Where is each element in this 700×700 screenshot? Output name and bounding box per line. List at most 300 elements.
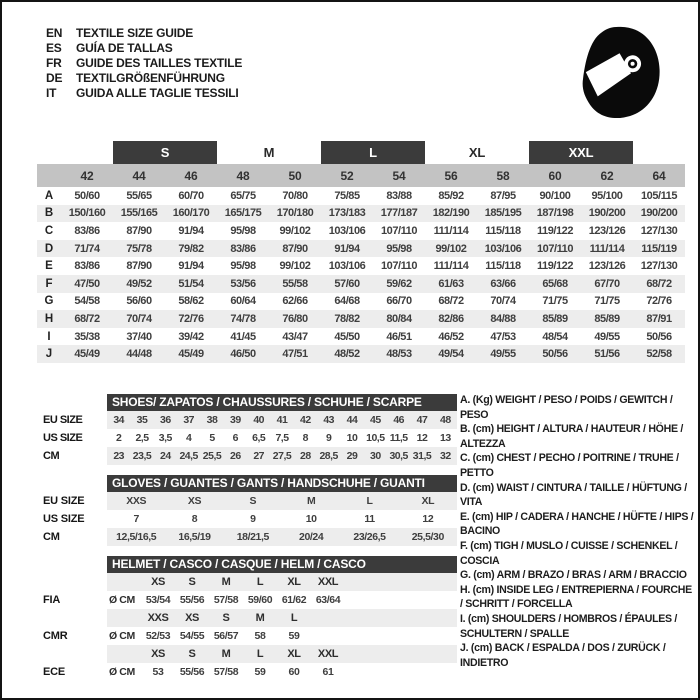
size-number-cell: 48 xyxy=(217,164,269,187)
row-label xyxy=(37,573,107,591)
row-label: CM xyxy=(43,531,60,543)
row-label xyxy=(37,609,107,627)
shoes-value-cell: 23,5 xyxy=(130,447,153,465)
shoes-value-cell: 47 xyxy=(410,411,433,429)
measure-value-cell: 61/63 xyxy=(425,275,477,293)
measure-value-cell: 123/126 xyxy=(588,260,626,273)
shoes-value-cell: 24 xyxy=(154,447,177,465)
measure-value-cell: 173/183 xyxy=(321,205,373,223)
measure-value-cell: 37/40 xyxy=(126,330,152,343)
gloves-value-cell: 20/24 xyxy=(282,528,340,546)
measure-value-cell: 87/95 xyxy=(490,189,516,202)
measure-letter-cell: J xyxy=(37,345,61,363)
shoes-value-cell: 46 xyxy=(387,411,410,429)
shoes-value-cell: 2 xyxy=(115,432,122,444)
gloves-value-cell: 8 xyxy=(191,513,198,525)
shoes-value-cell: 45 xyxy=(364,411,387,429)
language-item xyxy=(46,56,242,71)
filler-cell xyxy=(345,591,457,609)
standard-label: CMR xyxy=(43,630,68,642)
measure-value-cell: 83/86 xyxy=(74,224,100,237)
language-item xyxy=(46,71,242,86)
shoes-value-cell: 6 xyxy=(232,432,238,444)
measure-value-cell: 51/54 xyxy=(165,275,217,293)
size-number-cell: 60 xyxy=(529,164,581,187)
helmet-size-cell: XS xyxy=(141,573,175,591)
filler-cell xyxy=(345,663,457,681)
gloves-section xyxy=(37,475,457,546)
measure-value-cell: 111/114 xyxy=(433,260,469,273)
measure-value-cell: 47/50 xyxy=(61,275,113,293)
row-label: US SIZE xyxy=(43,513,85,525)
size-number-cell: 44 xyxy=(113,164,165,187)
measure-letter-cell: E xyxy=(45,260,53,273)
measure-value-cell: 62/66 xyxy=(282,295,308,308)
measure-value-cell: 99/102 xyxy=(425,240,477,258)
measure-value-cell: 44/48 xyxy=(113,345,165,363)
measure-value-cell: 55/58 xyxy=(269,275,321,293)
measure-value-cell: 177/187 xyxy=(373,205,425,223)
measure-value-cell: 74/78 xyxy=(217,310,269,328)
measure-value-cell: 52/58 xyxy=(633,345,685,363)
textile-size-table xyxy=(37,141,685,363)
measure-value-cell: 43/47 xyxy=(282,330,308,343)
shoes-value-cell: 10 xyxy=(346,432,358,444)
measure-value-cell: 50/60 xyxy=(74,189,100,202)
measure-letter-cell: I xyxy=(47,330,51,343)
measure-value-cell: 48/53 xyxy=(373,345,425,363)
measure-letter-cell: G xyxy=(44,295,54,308)
shoes-value-cell: 41 xyxy=(270,411,293,429)
measure-value-cell: 187/198 xyxy=(529,205,581,223)
helmet-size-cell: S xyxy=(175,645,209,663)
measure-value-cell: 111/114 xyxy=(581,240,633,258)
measure-value-cell: 66/70 xyxy=(386,295,412,308)
filler-cell xyxy=(345,573,457,591)
measure-value-cell: 50/56 xyxy=(529,345,581,363)
helmet-value-cell: 53 xyxy=(152,666,164,678)
helmet-size-cell: XXS xyxy=(141,609,175,627)
helmet-size-cell: XS xyxy=(141,645,175,663)
helmet-size-cell: L xyxy=(243,645,277,663)
measure-value-cell: 115/118 xyxy=(485,224,521,237)
legend-item: E. (cm) HIP / CADERA / HANCHE / HÜFTE / HIPS / BACINO xyxy=(460,510,694,538)
row-label: EU SIZE xyxy=(43,414,83,426)
shoes-value-cell: 24,5 xyxy=(177,447,200,465)
unit-label: Ø CM xyxy=(109,630,135,642)
size-letter-cell: XL xyxy=(468,145,486,160)
shoes-value-cell: 43 xyxy=(317,411,340,429)
corner-cell xyxy=(37,141,61,164)
measure-value-cell: 85/89 xyxy=(581,310,633,328)
measure-value-cell: 115/118 xyxy=(485,260,521,273)
measure-value-cell: 87/90 xyxy=(126,224,152,237)
measure-value-cell: 47/51 xyxy=(269,345,321,363)
shoes-row xyxy=(37,447,457,465)
shoes-value-cell: 26 xyxy=(224,447,247,465)
shoes-value-cell: 8 xyxy=(302,432,308,444)
shoes-value-cell: 12 xyxy=(416,432,428,444)
shoes-value-cell: 39 xyxy=(224,411,247,429)
measure-value-cell: 57/60 xyxy=(321,275,373,293)
standard-label: ECE xyxy=(43,666,66,678)
measure-value-cell: 105/115 xyxy=(640,189,677,202)
measure-value-cell: 68/72 xyxy=(438,295,464,308)
measure-value-cell: 95/100 xyxy=(591,189,623,202)
measure-value-cell: 119/122 xyxy=(536,260,573,273)
measure-value-cell: 107/110 xyxy=(380,260,417,273)
gloves-value-cell: 7 xyxy=(133,513,139,525)
measure-value-cell: 46/52 xyxy=(438,330,464,343)
measure-value-cell: 68/72 xyxy=(61,310,113,328)
measure-value-cell: 70/74 xyxy=(490,295,516,308)
shoes-value-cell: 28,5 xyxy=(317,447,340,465)
measure-value-cell: 46/51 xyxy=(386,330,412,343)
shoes-value-cell: 30 xyxy=(364,447,387,465)
helmet-size-row xyxy=(37,645,457,663)
language-code: IT xyxy=(46,86,57,100)
shoes-value-cell: 32 xyxy=(434,447,457,465)
helmet-size-cell: XXL xyxy=(311,573,345,591)
gloves-row xyxy=(37,510,457,528)
size-letter-cell: S xyxy=(113,141,217,164)
measure-value-cell: 83/88 xyxy=(386,189,412,202)
shoes-value-cell: 31,5 xyxy=(410,447,433,465)
shoes-value-cell: 7,5 xyxy=(275,432,289,444)
measure-value-cell: 87/90 xyxy=(269,240,321,258)
measure-value-cell: 80/84 xyxy=(373,310,425,328)
helmet-value-cell: 56/57 xyxy=(213,630,239,642)
measure-value-cell: 71/75 xyxy=(594,295,620,308)
shoes-value-cell: 2,5 xyxy=(135,432,149,444)
measure-value-cell: 95/98 xyxy=(230,260,256,273)
measure-value-cell: 95/98 xyxy=(373,240,425,258)
helmet-value-row xyxy=(37,627,457,645)
size-number-cell: 56 xyxy=(425,164,477,187)
legend-item: G. (cm) ARM / BRAZO / BRAS / ARM / BRACCIO xyxy=(460,569,687,582)
measure-value-cell: 39/42 xyxy=(178,330,204,343)
filler-cell xyxy=(345,645,457,663)
measure-value-cell: 165/175 xyxy=(217,205,269,223)
shoes-value-cell: 42 xyxy=(294,411,317,429)
measure-value-cell: 35/38 xyxy=(74,330,100,343)
language-code: ES xyxy=(46,41,62,55)
measure-value-cell: 68/72 xyxy=(633,275,685,293)
shoes-section-title: SHOES/ ZAPATOS / CHAUSSURES / SCHUHE / SCARPE xyxy=(107,394,457,411)
language-code: DE xyxy=(46,71,63,85)
row-label: CM xyxy=(43,450,60,462)
shoes-value-cell: 4 xyxy=(185,432,192,444)
measure-value-cell: 99/102 xyxy=(279,260,311,273)
measure-value-cell: 49/55 xyxy=(594,330,620,343)
shoes-rows xyxy=(37,411,457,465)
size-number-cell: 52 xyxy=(321,164,373,187)
measure-value-cell: 56/60 xyxy=(126,295,152,308)
helmet-value-cell: 58 xyxy=(254,630,266,642)
measure-value-cell: 182/190 xyxy=(425,205,477,223)
size-number-cell: 64 xyxy=(633,164,685,187)
measure-letter-cell: A xyxy=(44,189,54,202)
measure-value-cell: 127/130 xyxy=(640,260,678,273)
helmet-value-cell: 59/60 xyxy=(247,594,273,606)
measure-value-cell: 75/78 xyxy=(113,240,165,258)
measure-value-cell: 123/126 xyxy=(588,224,626,237)
measure-value-cell: 85/92 xyxy=(438,189,464,202)
measure-letter-cell: C xyxy=(44,224,54,237)
measure-value-cell: 170/180 xyxy=(269,205,321,223)
language-code: EN xyxy=(46,26,63,40)
size-letter-cell xyxy=(61,141,113,164)
measure-letter-cell: D xyxy=(37,240,61,258)
helmet-value-cell: 54/55 xyxy=(179,630,205,642)
measure-value-cell: 63/66 xyxy=(477,275,529,293)
helmet-size-cell: XL xyxy=(277,573,311,591)
helmet-value-cell: 57/58 xyxy=(213,594,239,606)
shoes-value-cell: 44 xyxy=(340,411,363,429)
measurement-legend xyxy=(460,393,696,670)
language-item xyxy=(46,26,242,41)
size-number-cell: 46 xyxy=(165,164,217,187)
helmet-size-row xyxy=(37,573,457,591)
helmet-unit-spacer xyxy=(107,573,141,591)
shoes-value-cell: 9 xyxy=(325,432,332,444)
measure-value-cell: 107/110 xyxy=(380,224,417,237)
measure-value-cell: 59/62 xyxy=(373,275,425,293)
measure-value-cell: 53/56 xyxy=(217,275,269,293)
helmet-value-cell: 55/56 xyxy=(179,666,205,678)
gloves-value-cell: 23/26,5 xyxy=(340,528,398,546)
helmet-size-cell: M xyxy=(243,609,277,627)
shoes-value-cell: 23 xyxy=(107,447,130,465)
racing-helmet-icon xyxy=(575,22,663,122)
gloves-value-cell: 25,5/30 xyxy=(399,528,457,546)
shoes-value-cell: 27 xyxy=(247,447,270,465)
helmet-rows xyxy=(37,573,457,681)
helmet-size-cell: S xyxy=(175,573,209,591)
measure-value-cell: 67/70 xyxy=(581,275,633,293)
gloves-value-cell: S xyxy=(224,492,282,510)
language-item xyxy=(46,86,242,101)
language-item xyxy=(46,41,242,56)
measure-value-cell: 60/70 xyxy=(178,189,204,202)
shoes-section xyxy=(37,394,457,465)
gloves-rows xyxy=(37,492,457,546)
measure-value-cell: 72/76 xyxy=(646,295,672,308)
measure-value-cell: 70/80 xyxy=(282,189,308,202)
shoes-value-cell: 30,5 xyxy=(387,447,410,465)
gloves-value-cell: 12,5/16,5 xyxy=(107,528,165,546)
size-number-corner xyxy=(37,164,61,187)
helmet-value-cell: 57/58 xyxy=(213,666,239,678)
helmet-value-cell: 52/53 xyxy=(145,630,171,642)
helmet-size-cell: S xyxy=(209,609,243,627)
gloves-value-cell: 12 xyxy=(422,513,434,525)
measure-value-cell: 91/94 xyxy=(321,240,373,258)
measure-value-cell: 58/62 xyxy=(178,295,204,308)
gloves-value-cell: 16,5/19 xyxy=(165,528,223,546)
helmet-size-cell: XS xyxy=(175,609,209,627)
shoes-value-cell: 10,5 xyxy=(366,432,385,444)
size-number-cell: 50 xyxy=(269,164,321,187)
legend-item: H. (cm) INSIDE LEG / ENTREPIERNA / FOURCHE / SCHRITT / FORCELLA xyxy=(460,583,692,611)
shoes-value-cell: 13 xyxy=(439,432,451,444)
size-number-cell: 62 xyxy=(581,164,633,187)
shoes-value-cell: 3,5 xyxy=(158,432,172,444)
legend-item: D. (cm) WAIST / CINTURA / TAILLE / HÜFTUNG / VITA xyxy=(460,481,687,509)
helmet-value-cell: 55/56 xyxy=(179,594,205,606)
measure-value-cell: 41/45 xyxy=(230,330,256,343)
measure-value-cell: 103/106 xyxy=(328,260,366,273)
measure-value-cell: 75/85 xyxy=(334,189,360,202)
measure-value-cell: 54/58 xyxy=(74,295,100,308)
row-label: EU SIZE xyxy=(43,495,85,507)
row-label xyxy=(37,645,107,663)
helmet-value-cell: 59 xyxy=(288,630,300,642)
measure-value-cell: 72/76 xyxy=(165,310,217,328)
gloves-value-cell: XS xyxy=(165,492,223,510)
measure-value-cell: 49/54 xyxy=(425,345,477,363)
size-letter-cell xyxy=(633,141,685,164)
measure-value-cell: 103/106 xyxy=(477,240,529,258)
shoes-value-cell: 25,5 xyxy=(200,447,223,465)
measure-value-cell: 95/98 xyxy=(230,224,256,237)
measure-letter-cell: B xyxy=(37,205,61,223)
row-label: US SIZE xyxy=(43,432,83,444)
measure-value-cell: 47/53 xyxy=(490,330,516,343)
helmet-value-cell: 61 xyxy=(322,666,334,678)
measure-value-cell: 45/50 xyxy=(334,330,360,343)
shoes-value-cell: 34 xyxy=(107,411,130,429)
measure-value-cell: 48/54 xyxy=(542,330,568,343)
size-letter-cell: M xyxy=(263,145,275,160)
measure-value-cell: 150/160 xyxy=(61,205,113,223)
measure-value-cell: 82/86 xyxy=(425,310,477,328)
helmet-value-cell: 53/54 xyxy=(145,594,171,606)
measure-value-cell: 65/68 xyxy=(529,275,581,293)
gloves-value-cell: XXS xyxy=(107,492,165,510)
shoes-row xyxy=(37,411,457,429)
helmet-value-cell: 59 xyxy=(254,666,266,678)
size-number-cell: 54 xyxy=(373,164,425,187)
measure-value-cell: 85/89 xyxy=(529,310,581,328)
measure-value-cell: 84/88 xyxy=(477,310,529,328)
helmet-section xyxy=(37,556,457,681)
helmet-size-cell: XXL xyxy=(311,645,345,663)
measure-value-cell: 49/52 xyxy=(113,275,165,293)
language-label: TEXTILE SIZE GUIDE xyxy=(76,26,194,40)
measure-value-cell: 90/100 xyxy=(539,189,571,202)
shoes-value-cell: 40 xyxy=(247,411,270,429)
legend-item: C. (cm) CHEST / PECHO / POITRINE / TRUHE / PETTO xyxy=(460,452,679,479)
shoes-value-cell: 48 xyxy=(434,411,457,429)
shoes-value-cell: 27,5 xyxy=(270,447,293,465)
helmet-value-cell: 61/62 xyxy=(281,594,307,606)
helmet-value-cell xyxy=(311,627,345,645)
gloves-value-cell: XL xyxy=(399,492,457,510)
gloves-row xyxy=(37,528,457,546)
measure-value-cell: 155/165 xyxy=(113,205,165,223)
gloves-value-cell: 18/21,5 xyxy=(224,528,282,546)
lower-tables xyxy=(37,394,457,691)
helmet-size-cell: L xyxy=(243,573,277,591)
helmet-value-cell: 63/64 xyxy=(315,594,341,606)
measure-value-cell: 60/64 xyxy=(230,295,256,308)
measure-value-cell: 46/50 xyxy=(217,345,269,363)
measure-value-cell: 103/106 xyxy=(328,224,366,237)
gloves-value-cell: M xyxy=(282,492,340,510)
helmet-size-cell: M xyxy=(209,573,243,591)
language-label: GUIDA ALLE TAGLIE TESSILI xyxy=(76,86,239,100)
shoes-value-cell: 6,5 xyxy=(252,432,266,444)
helmet-size-cell: M xyxy=(209,645,243,663)
measure-value-cell: 65/75 xyxy=(230,189,256,202)
measure-value-cell: 48/52 xyxy=(321,345,373,363)
legend-item: B. (cm) HEIGHT / ALTURA / HAUTEUR / HÖHE / ALTEZZA xyxy=(460,423,684,450)
measure-letter-cell: F xyxy=(37,275,61,293)
size-number-cell: 58 xyxy=(477,164,529,187)
size-number-cell: 42 xyxy=(61,164,113,187)
language-label: TEXTILGRÖßENFÜHRUNG xyxy=(76,71,225,85)
measure-value-cell: 190/200 xyxy=(581,205,633,223)
shoes-value-cell: 36 xyxy=(154,411,177,429)
standard-label: FIA xyxy=(43,594,61,606)
language-label: GUÍA DE TALLAS xyxy=(76,41,173,55)
measure-value-cell: 51/56 xyxy=(581,345,633,363)
measure-value-cell: 78/82 xyxy=(321,310,373,328)
helmet-unit-spacer xyxy=(107,609,141,627)
measure-value-cell: 70/74 xyxy=(113,310,165,328)
shoes-value-cell: 37 xyxy=(177,411,200,429)
measure-value-cell: 127/130 xyxy=(640,224,678,237)
helmet-value-row xyxy=(37,591,457,609)
measure-value-cell: 190/200 xyxy=(633,205,685,223)
measure-value-cell: 87/91 xyxy=(633,310,685,328)
measure-value-cell: 49/55 xyxy=(477,345,529,363)
helmet-section-title: HELMET / CASCO / CASQUE / HELM / CASCO xyxy=(107,556,457,573)
measure-value-cell: 79/82 xyxy=(165,240,217,258)
helmet-size-cell xyxy=(311,609,345,627)
gloves-value-cell: 10 xyxy=(305,513,317,525)
helmet-value-cell: 60 xyxy=(288,666,300,678)
shoes-value-cell: 28 xyxy=(294,447,317,465)
measure-value-cell: 107/110 xyxy=(529,240,581,258)
gloves-value-cell: 9 xyxy=(250,513,256,525)
filler-cell xyxy=(345,609,457,627)
size-letter-cell: L xyxy=(321,141,425,164)
legend-item: A. (Kg) WEIGHT / PESO / POIDS / GEWITCH / PESO xyxy=(460,394,673,421)
shoes-value-cell: 35 xyxy=(130,411,153,429)
helmet-size-cell: XL xyxy=(277,645,311,663)
helmet-value-row xyxy=(37,663,457,681)
measure-letter-cell: H xyxy=(37,310,61,328)
measure-value-cell: 91/94 xyxy=(178,224,204,237)
measure-value-cell: 87/90 xyxy=(126,260,152,273)
filler-cell xyxy=(345,627,457,645)
language-code: FR xyxy=(46,56,62,70)
legend-item: J. (cm) BACK / ESPALDA / DOS / ZURÜCK / INDIETRO xyxy=(460,642,666,669)
helmet-size-cell: L xyxy=(277,609,311,627)
unit-label: Ø CM xyxy=(109,666,135,678)
measure-value-cell: 71/75 xyxy=(542,295,568,308)
legend-item: F. (cm) TIGH / MUSLO / CUISSE / SCHENKEL / COSCIA xyxy=(460,539,678,567)
language-list xyxy=(46,26,242,101)
measure-value-cell: 55/65 xyxy=(126,189,152,202)
measure-value-cell: 119/122 xyxy=(536,224,573,237)
helmet-unit-spacer xyxy=(107,645,141,663)
shoes-value-cell: 29 xyxy=(340,447,363,465)
shoes-value-cell: 11,5 xyxy=(389,432,408,444)
unit-label: Ø CM xyxy=(109,594,135,606)
